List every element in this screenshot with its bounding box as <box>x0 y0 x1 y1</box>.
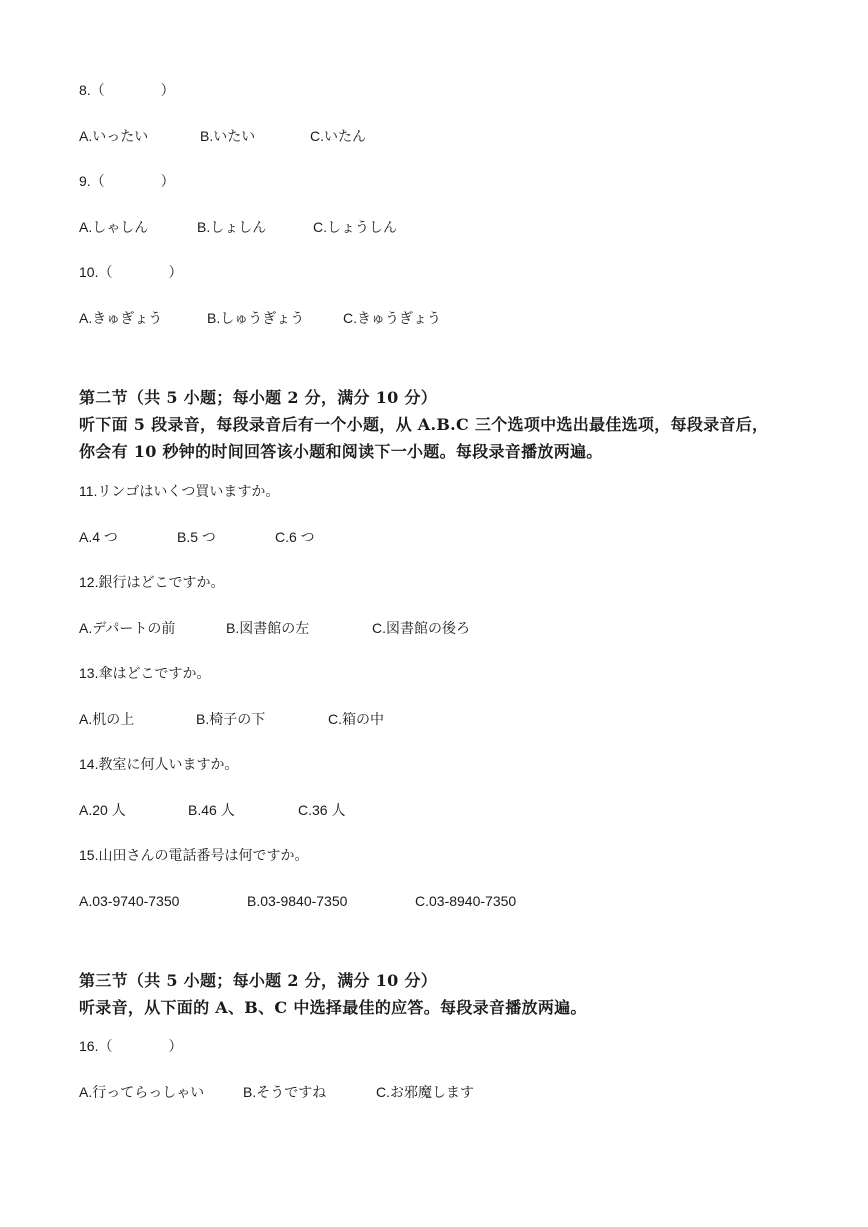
question-12-option-c[interactable]: C.図書館の後ろ <box>372 620 470 636</box>
question-15-option-a[interactable]: A.03-9740-7350 <box>79 893 180 909</box>
question-10-option-a[interactable]: A.きゅぎょう <box>79 310 163 326</box>
question-16-option-c[interactable]: C.お邪魔します <box>376 1084 474 1100</box>
question-8-option-b[interactable]: B.いたい <box>200 128 256 144</box>
question-10-option-b[interactable]: B.しゅうぎょう <box>207 310 305 326</box>
question-16-option-a[interactable]: A.行ってらっしゃい <box>79 1084 205 1100</box>
question-10-option-c[interactable]: C.きゅうぎょう <box>343 310 441 326</box>
section-2-instructions-line-1: 听下面 5 段录音，每段录音后有一个小题，从 A.B.C 三个选项中选出最佳选项，每段录音后， <box>79 415 769 434</box>
question-14-option-c[interactable]: C.36 人 <box>298 802 346 818</box>
question-16-label: 16.（ ） <box>79 1038 183 1054</box>
question-12-option-a[interactable]: A.デパートの前 <box>79 620 176 636</box>
question-13-option-a[interactable]: A.机の上 <box>79 711 135 727</box>
question-8-option-c[interactable]: C.いたん <box>310 128 366 144</box>
question-16-option-b[interactable]: B.そうですね <box>243 1084 327 1100</box>
question-9-label: 9.（ ） <box>79 173 175 189</box>
question-12-prompt: 12.銀行はどこですか。 <box>79 574 225 590</box>
section-2-instructions-line-2: 你会有 10 秒钟的时间回答该小题和阅读下一小题。每段录音播放两遍。 <box>79 442 603 461</box>
question-15-option-c[interactable]: C.03-8940-7350 <box>415 893 517 909</box>
question-11-option-c[interactable]: C.6 つ <box>275 529 315 545</box>
question-10-label: 10.（ ） <box>79 264 183 280</box>
question-15-prompt: 15.山田さんの電話番号は何ですか。 <box>79 847 309 863</box>
question-11-option-a[interactable]: A.4 つ <box>79 529 118 545</box>
question-8-option-a[interactable]: A.いったい <box>79 128 149 144</box>
question-11-prompt: 11.リンゴはいくつ買いますか。 <box>79 483 280 499</box>
question-14-option-a[interactable]: A.20 人 <box>79 802 126 818</box>
section-3-title: 第三节（共 5 小题；每小题 2 分，满分 10 分） <box>79 971 438 990</box>
question-9-option-c[interactable]: C.しょうしん <box>313 219 397 235</box>
question-9-option-b[interactable]: B.しょしん <box>197 219 267 235</box>
question-9-option-a[interactable]: A.しゃしん <box>79 219 149 235</box>
question-13-option-b[interactable]: B.椅子の下 <box>196 711 266 727</box>
question-13-option-c[interactable]: C.箱の中 <box>328 711 384 727</box>
question-14-option-b[interactable]: B.46 人 <box>188 802 235 818</box>
question-14-prompt: 14.教室に何人いますか。 <box>79 756 239 772</box>
section-3-instructions: 听录音，从下面的 A、B、C 中选择最佳的应答。每段录音播放两遍。 <box>79 998 587 1017</box>
section-2-title: 第二节（共 5 小题；每小题 2 分，满分 10 分） <box>79 388 438 407</box>
question-13-prompt: 13.傘はどこですか。 <box>79 665 211 681</box>
question-11-option-b[interactable]: B.5 つ <box>177 529 216 545</box>
question-15-option-b[interactable]: B.03-9840-7350 <box>247 893 348 909</box>
question-8-label: 8.（ ） <box>79 82 175 98</box>
question-12-option-b[interactable]: B.図書館の左 <box>226 620 310 636</box>
